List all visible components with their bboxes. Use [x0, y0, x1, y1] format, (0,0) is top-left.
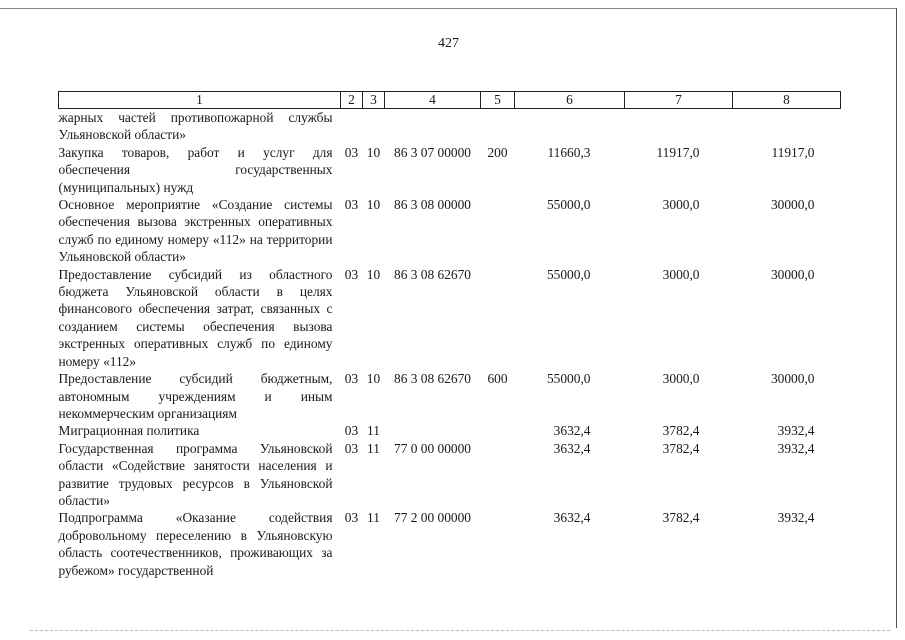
- table-row: [59, 109, 841, 144]
- cell-v8: 30000,0: [770, 266, 815, 282]
- cell-v7: 3000,0: [662, 266, 700, 282]
- table-row: [59, 370, 841, 422]
- cell-rz: 03: [344, 423, 359, 439]
- table-row: [59, 440, 841, 510]
- cell-v7: 3000,0: [662, 371, 700, 387]
- cell-pr: [363, 109, 385, 144]
- table-row: [59, 144, 841, 196]
- cell-name: Основное мероприятие «Создание системы обеспечения вызова экстренных оперативных служб по единому номеру «112» на территории Ульяновской области»: [58, 197, 333, 265]
- cell-v6: 11660,3: [547, 144, 591, 160]
- cell-rz: [341, 109, 363, 144]
- cell-v8: 3932,4: [777, 440, 815, 456]
- cell-name: жарных частей противопожарной службы Ульяновской области»: [58, 110, 333, 143]
- cell-v7: 3782,4: [662, 510, 700, 526]
- cell-name: Подпрограмма «Оказание содействия добровольному переселению в Ульяновскую область соотечественников, проживающих за рубежом» государственной: [58, 510, 333, 578]
- cell-rz: 03: [344, 371, 359, 387]
- cell-vr: [481, 196, 515, 266]
- cell-v6: [515, 109, 625, 144]
- table-row: [59, 196, 841, 266]
- cell-v6: 55000,0: [546, 371, 591, 387]
- cell-rz: 03: [344, 440, 359, 456]
- cell-v8: 3932,4: [777, 423, 815, 439]
- cell-v6: 3632,4: [553, 440, 591, 456]
- cell-pr: 11: [367, 423, 380, 439]
- cell-vr: [481, 509, 515, 579]
- cell-rz: 03: [344, 144, 359, 160]
- header-row: [59, 92, 841, 109]
- table-row: [59, 509, 841, 579]
- cell-vr: [481, 422, 515, 439]
- cell-pr: 10: [366, 144, 381, 160]
- column-header: 4: [385, 92, 481, 109]
- column-header: 3: [363, 92, 385, 109]
- cell-v8: 30000,0: [770, 371, 815, 387]
- cell-name: Предоставление субсидий из областного бюджета Ульяновской области в целях финансового обеспечения затрат, связанных с созданием системы обеспечения вызова экстренных оперативных служб по единому номеру «112»: [58, 266, 333, 369]
- cell-rz: 03: [344, 197, 359, 213]
- cell-v8: 30000,0: [770, 197, 815, 213]
- cell-v7: 3000,0: [662, 197, 700, 213]
- cell-rz: 03: [344, 266, 359, 282]
- column-header: 7: [625, 92, 733, 109]
- cell-csr: 77 2 00 00000: [394, 510, 471, 526]
- column-header: 1: [59, 92, 341, 109]
- cell-name: Миграционная политика: [58, 423, 200, 439]
- cell-v6: 3632,4: [553, 510, 591, 526]
- cell-v7: [625, 109, 733, 144]
- cell-csr: [385, 109, 481, 144]
- cell-pr: 11: [367, 440, 380, 456]
- cell-pr: 11: [367, 510, 380, 526]
- cell-v6: 3632,4: [553, 423, 591, 439]
- cell-vr: [481, 109, 515, 144]
- cell-v7: 11917,0: [656, 144, 700, 160]
- cell-v6: 55000,0: [546, 266, 591, 282]
- cell-v8: 3932,4: [777, 510, 815, 526]
- table-row: [59, 422, 841, 439]
- cell-vr: 600: [487, 371, 508, 387]
- cell-v8: 11917,0: [771, 144, 815, 160]
- cell-rz: 03: [344, 510, 359, 526]
- cell-vr: 200: [487, 144, 508, 160]
- cell-csr: [385, 422, 481, 439]
- cell-name: Государственная программа Ульяновской области «Содействие занятости населения и развитие трудовых ресурсов в Ульяновской области»: [58, 440, 333, 508]
- cell-csr: 86 3 08 62670: [394, 371, 471, 387]
- cell-v6: 55000,0: [546, 197, 591, 213]
- cell-pr: 10: [366, 197, 381, 213]
- cell-pr: 10: [366, 266, 381, 282]
- cell-vr: [481, 266, 515, 370]
- column-header: 5: [481, 92, 515, 109]
- cell-name: Закупка товаров, работ и услуг для обеспечения государственных (муниципальных) нужд: [58, 144, 333, 195]
- cell-csr: 86 3 07 00000: [394, 144, 471, 160]
- column-header: 6: [515, 92, 625, 109]
- cell-name: Предоставление субсидий бюджетным, автономным учреждениям и иным некоммерческим организациям: [58, 371, 333, 421]
- cell-csr: 77 0 00 00000: [394, 440, 471, 456]
- cell-vr: [481, 440, 515, 510]
- cell-v7: 3782,4: [662, 423, 700, 439]
- table-body: [59, 109, 841, 579]
- column-header: 2: [341, 92, 363, 109]
- scan-edge: [30, 630, 890, 631]
- cell-csr: 86 3 08 62670: [394, 266, 471, 282]
- cell-csr: 86 3 08 00000: [394, 197, 471, 213]
- page-number: 427: [438, 36, 459, 51]
- cell-v7: 3782,4: [662, 440, 700, 456]
- budget-table: [58, 91, 841, 579]
- cell-pr: 10: [366, 371, 381, 387]
- cell-v8: [733, 109, 841, 144]
- column-header: 8: [733, 92, 841, 109]
- table-row: [59, 266, 841, 370]
